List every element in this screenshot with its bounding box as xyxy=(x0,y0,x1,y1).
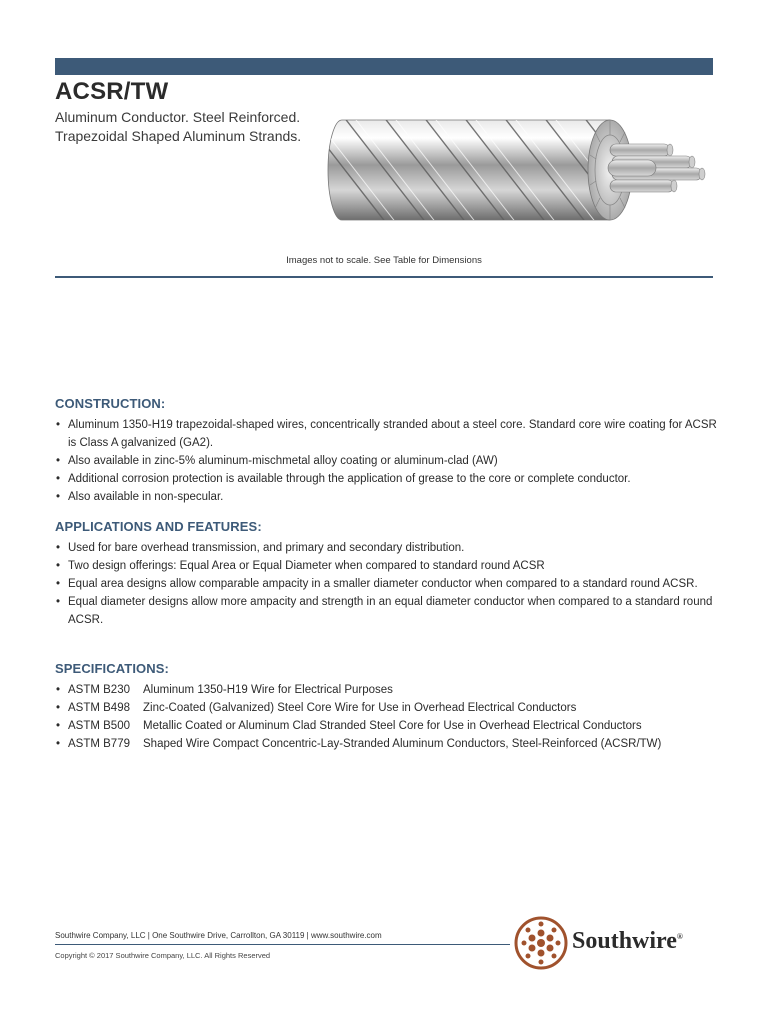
list-item: • Equal area designs allow comparable ampacity in a smaller diameter conductor when compared to a standard round ACSR. xyxy=(55,575,720,593)
spec-description: Aluminum 1350-H19 Wire for Electrical Purposes xyxy=(143,684,393,696)
brand-logo-text xyxy=(572,928,683,955)
divider xyxy=(55,276,713,278)
subtitle xyxy=(55,108,301,146)
footer-copyright: Copyright © 2017 Southwire Company, LLC. All Rights Reserved xyxy=(55,951,271,960)
list-item: • Additional corrosion protection is available through the application of grease to the core or complete conductor. xyxy=(55,470,720,488)
spec-description: Metallic Coated or Aluminum Clad Stranded Steel Core for Use in Overhead Electrical Conductors xyxy=(143,720,642,732)
list-item: • Aluminum 1350-H19 trapezoidal-shaped wires, concentrically stranded about a steel core. Standard core wire coating for ACSR is Class A galvanized (GA2). xyxy=(55,416,720,452)
spec-description: Shaped Wire Compact Concentric-Lay-Stranded Aluminum Conductors, Steel-Reinforced (ACSR/TW) xyxy=(143,738,662,750)
footer-divider xyxy=(55,944,510,945)
specifications-heading: SPECIFICATIONS: xyxy=(55,661,169,676)
page-title: ACSR/TW xyxy=(55,78,169,105)
applications-heading: APPLICATIONS AND FEATURES: xyxy=(55,519,262,534)
applications-section xyxy=(55,519,720,629)
spec-item xyxy=(55,681,720,699)
subtitle-line-2: Trapezoidal Shaped Aluminum Strands. xyxy=(55,128,302,144)
spec-item xyxy=(55,717,720,735)
spec-code: ASTM B500 xyxy=(68,720,130,732)
spec-code: ASTM B230 xyxy=(68,684,130,696)
specifications-list xyxy=(55,681,720,753)
spec-item xyxy=(55,735,720,753)
list-item: • Two design offerings: Equal Area or Equal Diameter when compared to standard round ACSR xyxy=(55,557,720,575)
list-item: • Used for bare overhead transmission, and primary and secondary distribution. xyxy=(55,539,720,557)
construction-section xyxy=(55,396,720,506)
construction-list xyxy=(55,416,720,506)
specifications-section xyxy=(55,661,720,753)
spec-code: ASTM B498 xyxy=(68,702,130,714)
applications-list xyxy=(55,539,720,629)
registered-mark: ® xyxy=(676,932,683,941)
spec-code: ASTM B779 xyxy=(68,738,130,750)
spec-item xyxy=(55,699,720,717)
list-item: • Also available in non-specular. xyxy=(55,488,720,506)
image-caption: Images not to scale. See Table for Dimensions xyxy=(286,255,482,266)
spec-description: Zinc-Coated (Galvanized) Steel Core Wire for Use in Overhead Electrical Conductors xyxy=(143,702,577,714)
construction-heading: CONSTRUCTION: xyxy=(55,396,166,411)
footer-address: Southwire Company, LLC | One Southwire Drive, Carrollton, GA 30119 | www.southwire.com xyxy=(55,931,382,940)
southwire-logo-icon xyxy=(513,915,569,971)
header-bar xyxy=(55,58,713,75)
brand-name: Southwire xyxy=(572,928,677,954)
subtitle-line-1: Aluminum Conductor. Steel Reinforced. xyxy=(55,109,301,125)
list-item: • Also available in zinc-5% aluminum-mischmetal alloy coating or aluminum-clad (AW) xyxy=(55,452,720,470)
list-item: • Equal diameter designs allow more ampacity and strength in an equal diameter conductor when compared to a standard round ACSR. xyxy=(55,593,720,629)
conductor-cable-image xyxy=(320,110,720,232)
